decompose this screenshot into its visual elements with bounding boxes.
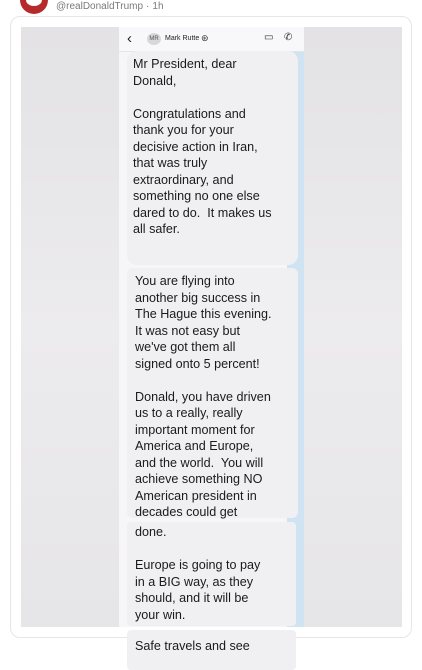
- screenshot-phone-chat: [119, 27, 304, 653]
- image-blur-left: [21, 27, 121, 627]
- contact-avatar: MR: [147, 33, 161, 45]
- post-header: [56, 0, 164, 14]
- post-time[interactable]: 1h: [152, 1, 164, 12]
- avatar[interactable]: [20, 0, 48, 14]
- video-call-icon: ▭: [264, 32, 274, 43]
- post-image[interactable]: [21, 27, 402, 653]
- image-blur-right: [302, 27, 402, 627]
- chat-header: [119, 27, 304, 52]
- back-arrow-icon: ‹: [127, 30, 132, 47]
- message-bubble: You are flying into another big success in The Hague this evening. It was not easy but we've got them all signed onto 5 percent! Donald, you have driven us to a really, really important moment for America and Europe, and the world. You will achieve something NO American president in decades could get: [127, 268, 298, 518]
- user-handle[interactable]: @realDonaldTrump: [56, 1, 144, 12]
- contact-name: Mark Rutte: [165, 35, 200, 42]
- message-bubble: done. Europe is going to pay in a BIG way, as they should, and it will be your win.: [127, 522, 296, 626]
- phone-call-icon: ✆: [284, 32, 293, 43]
- verified-badge-icon: ⊛: [201, 33, 209, 43]
- separator: ·: [146, 1, 150, 12]
- message-bubble: Mr President, dear Donald, Congratulations and thank you for your decisive action in Iran, that was truly extraordinary, and something no one else dared to do. It makes us all safer.: [127, 51, 298, 265]
- message-bubble: Safe travels and see: [127, 630, 296, 670]
